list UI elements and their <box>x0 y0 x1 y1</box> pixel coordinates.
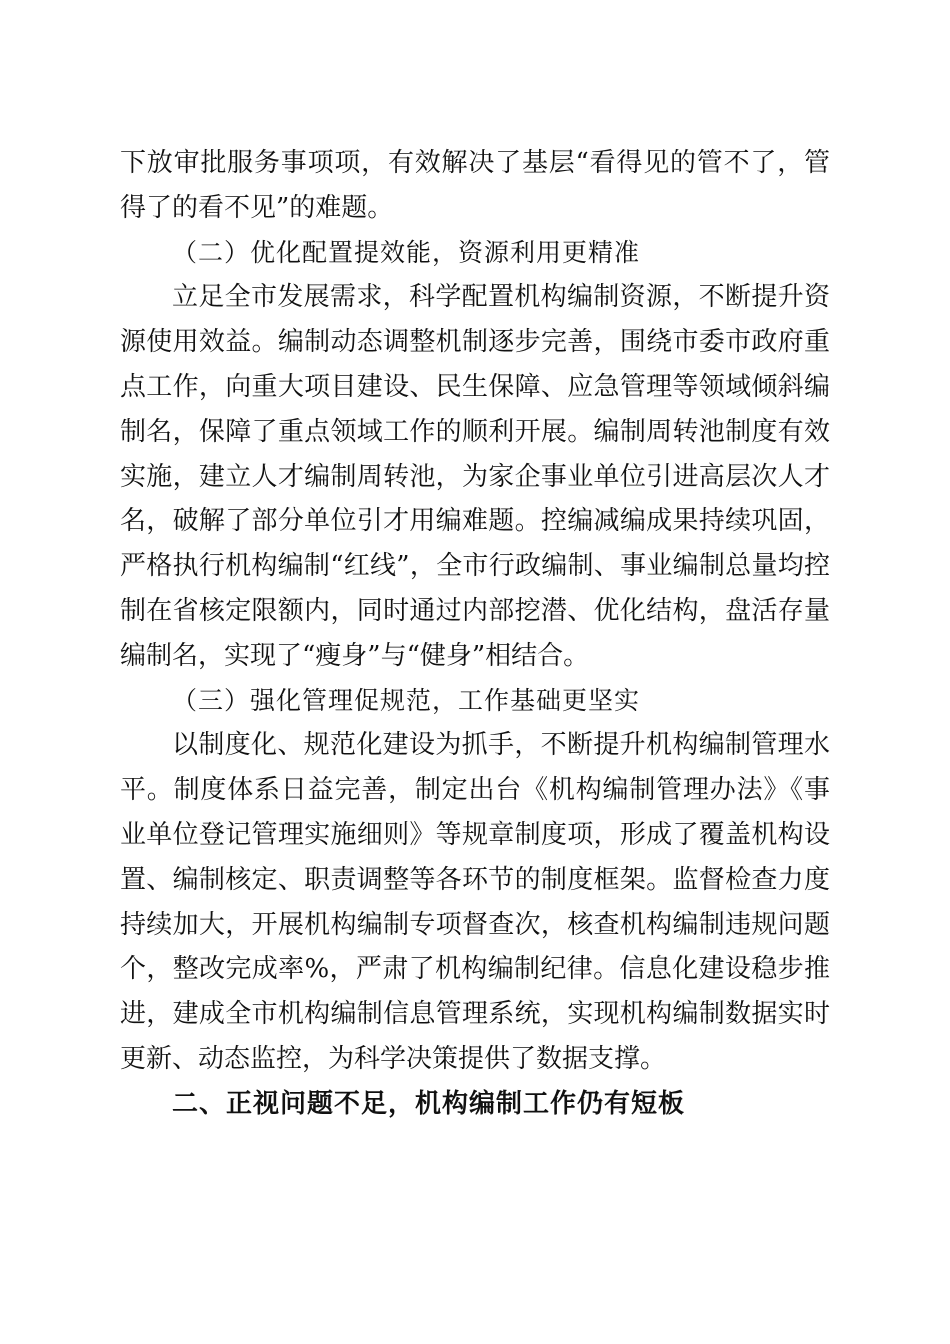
paragraph-management: 以制度化、规范化建设为抓手，不断提升机构编制管理水平。制度体系日益完善，制定出台《机构编制管理办法》《事业单位登记管理实施细则》等规章制度项，形成了覆盖机构设置、编制核定、职责调整等各环节的制度框架。监督检查力度持续加大，开展机构编制专项督查次，核查机构编制违规问题个，整改完成率%，严肃了机构编制纪律。信息化建设稳步推进，建成全市机构编制信息管理系统，实现机构编制数据实时更新、动态监控，为科学决策提供了数据支撑。 <box>120 730 830 1074</box>
section-heading-problems: 二、正视问题不足，机构编制工作仍有短板 <box>172 1088 686 1119</box>
paragraph-continuation: 下放审批服务事项项，有效解决了基层“看得见的管不了，管得了的看不见”的难题。 <box>120 148 830 223</box>
subheading-strengthen-management: （三）强化管理促规范，工作基础更坚实 <box>172 685 641 715</box>
subheading-optimize-allocation: （二）优化配置提效能，资源利用更精准 <box>172 237 641 267</box>
document-body <box>120 141 830 1127</box>
paragraph-resource-allocation: 立足全市发展需求，科学配置机构编制资源，不断提升资源使用效益。编制动态调整机制逐步完善，围绕市委市政府重点工作，向重大项目建设、民生保障、应急管理等领域倾斜编制名，保障了重点领域工作的顺利开展。编制周转池制度有效实施，建立人才编制周转池，为家企事业单位引进高层次人才名，破解了部分单位引才用编难题。控编减编成果持续巩固，严格执行机构编制“红线”，全市行政编制、事业编制总量均控制在省核定限额内，同时通过内部挖潜、优化结构，盘活存量编制名，实现了“瘦身”与“健身”相结合。 <box>120 282 830 671</box>
